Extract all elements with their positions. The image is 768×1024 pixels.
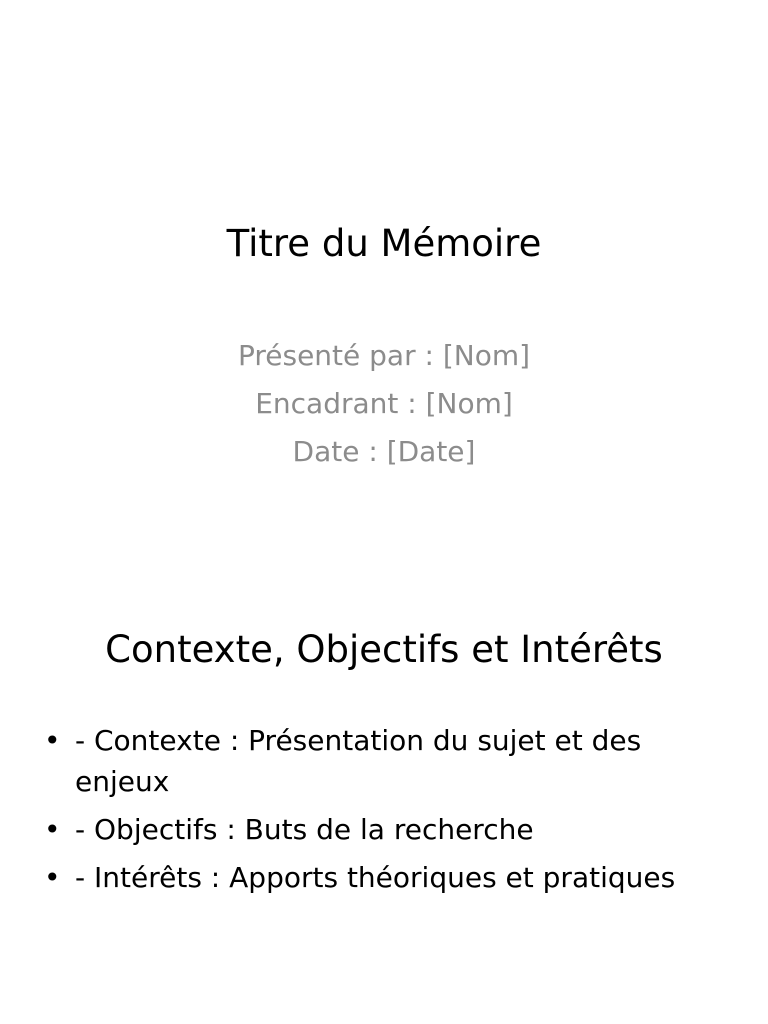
slide-subtitle [0,332,768,476]
date-line: Date : [Date] [292,435,476,468]
bullet-list [40,720,690,905]
supervisor-line: Encadrant : [Nom] [255,387,513,420]
presenter-line: Présenté par : [Nom] [237,339,531,372]
bullet-icon: • [44,724,61,757]
list-item-text: - Contexte : Présentation du sujet et des enjeux [75,724,642,798]
list-item [40,857,690,898]
bullet-icon: • [44,861,61,894]
list-item-text: - Intérêts : Apports théoriques et pratiques [75,861,676,894]
slide-title: Titre du Mémoire [226,222,542,265]
list-item-text: - Objectifs : Buts de la recherche [75,813,534,846]
list-item [40,720,690,802]
list-item [40,809,690,850]
slide-title: Contexte, Objectifs et Intérêts [105,628,663,671]
bullet-icon: • [44,813,61,846]
content-slide [0,512,768,1024]
